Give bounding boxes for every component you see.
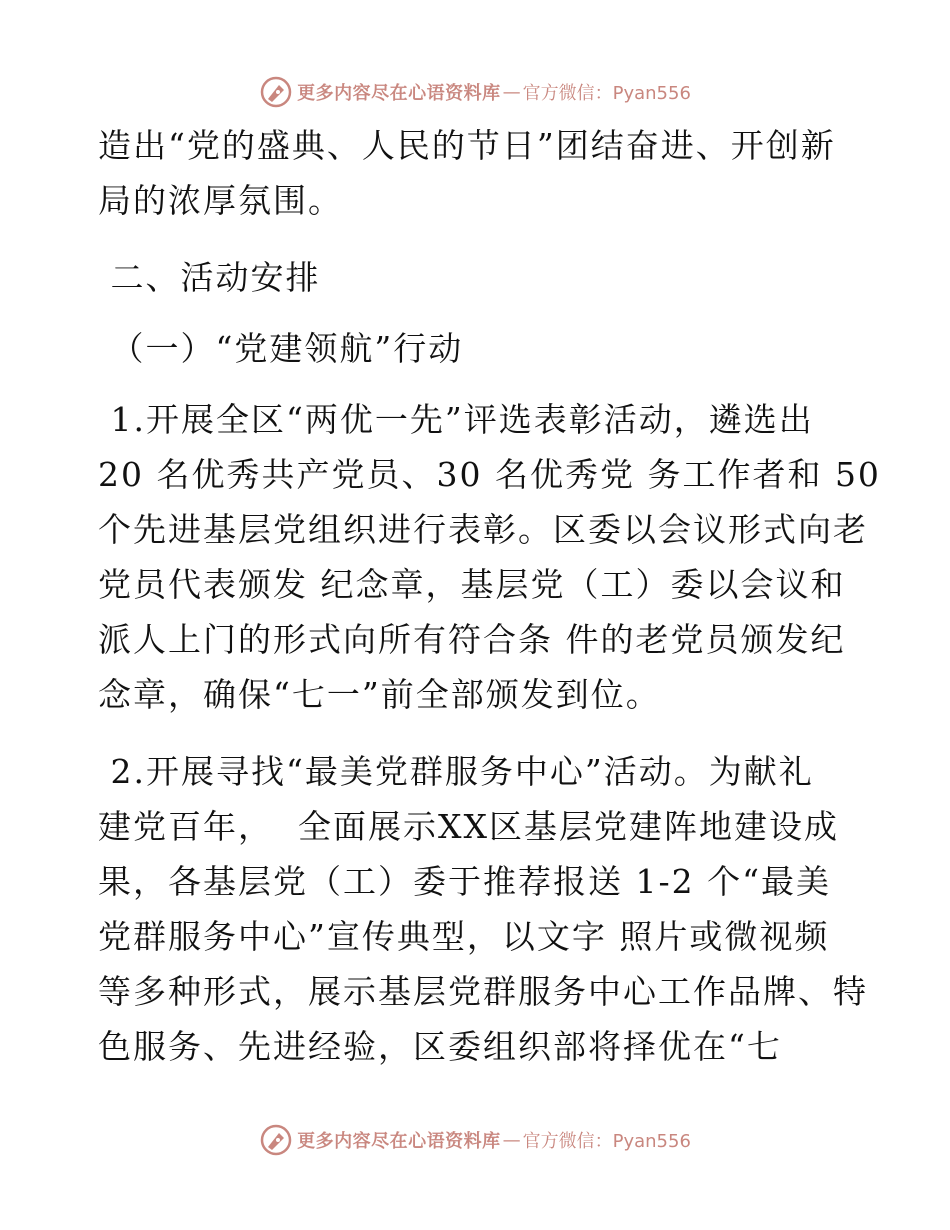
body-line: 2.开展寻找“最美党群服务中心”活动。为献礼 <box>98 752 814 791</box>
watermark-suffix: 官方微信：Pyan556 <box>522 83 691 104</box>
pen-nib-logo-icon <box>259 1123 293 1157</box>
body-line: 果，各基层党（工）委于推荐报送 1-2 个“最美 <box>98 862 831 901</box>
body-line: 局的浓厚氛围。 <box>98 181 343 220</box>
watermark-suffix: 官方微信：Pyan556 <box>522 1131 691 1152</box>
watermark-dash: — <box>502 81 521 103</box>
body-line: 等多种形式，展示基层党群服务中心工作品牌、特 <box>98 972 868 1011</box>
body-line: 念章，确保“七一”前全部颁发到位。 <box>98 675 661 714</box>
footer-watermark <box>0 1120 950 1160</box>
body-line: 色服务、先进经验，区委组织部将择优在“七 <box>98 1027 782 1066</box>
body-line: 个先进基层党组织进行表彰。区委以会议形式向老 <box>98 510 868 549</box>
document-body <box>98 118 881 1074</box>
body-line: 派人上门的形式向所有符合条 件的老党员颁发纪 <box>98 620 846 659</box>
body-line: 1.开展全区“两优一先”评选表彰活动，遴选出 <box>98 400 814 439</box>
watermark-text: 更多内容尽在心语资料库 <box>297 1131 501 1152</box>
watermark-text: 更多内容尽在心语资料库 <box>297 83 501 104</box>
body-line: 建党百年， 全面展示XX区基层党建阵地建设成 <box>98 807 839 846</box>
body-line: 党群服务中心”宣传典型，以文字 照片或微视频 <box>98 917 830 956</box>
pen-nib-logo-icon <box>259 75 293 109</box>
subsection-heading: （一）“党建领航”行动 <box>98 329 464 368</box>
body-line: 造出“党的盛典、人民的节日”团结奋进、开创新 <box>98 126 836 165</box>
section-heading: 二、活动安排 <box>98 258 321 297</box>
body-line: 党员代表颁发 纪念章，基层党（工）委以会议和 <box>98 565 846 604</box>
watermark-dash: — <box>502 1129 521 1151</box>
body-line: 20 名优秀共产党员、30 名优秀党 务工作者和 50 <box>98 455 881 494</box>
header-watermark <box>0 72 950 112</box>
